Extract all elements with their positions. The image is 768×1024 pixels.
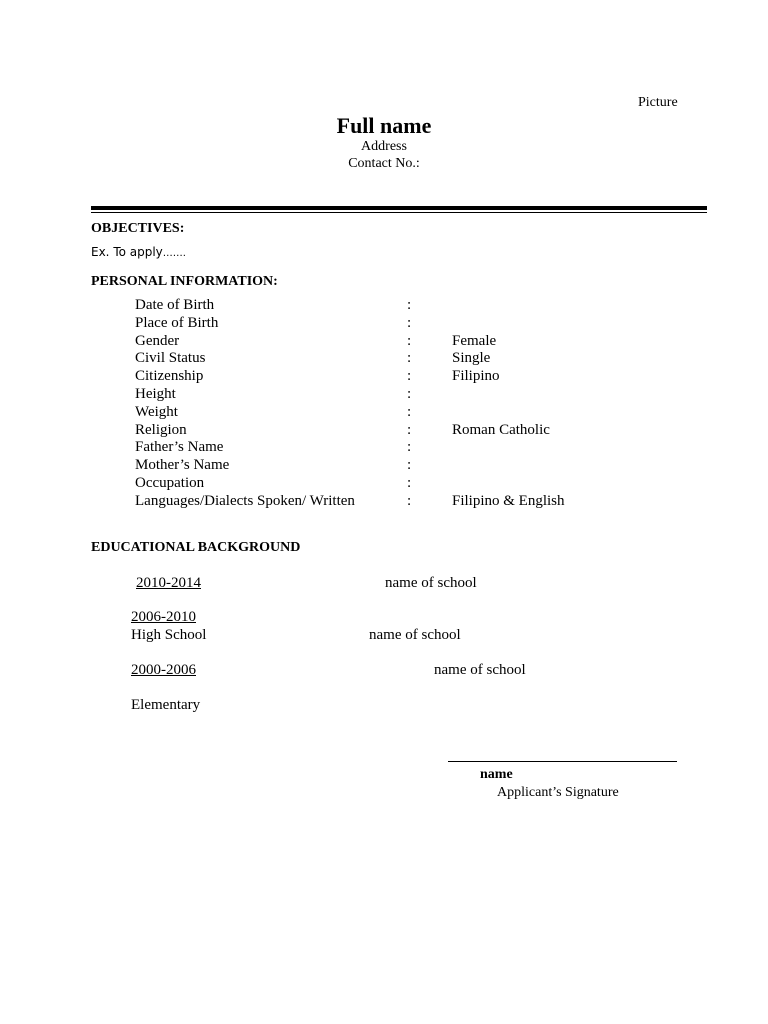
signature-caption: Applicant’s Signature [497, 785, 619, 800]
info-separator: : [407, 403, 412, 420]
education-school-high-school: name of school [369, 627, 461, 643]
info-label-date-of-birth: Date of Birth [135, 297, 215, 313]
info-label-height: Height [135, 385, 176, 402]
personal-info-table [135, 297, 565, 511]
info-separator: : [407, 297, 412, 313]
header-divider-thin [91, 212, 707, 213]
info-separator: : [407, 492, 412, 509]
table-row [135, 457, 565, 475]
info-label-civil-status: Civil Status [135, 350, 206, 367]
objectives-text [91, 245, 186, 259]
education-school-elementary: name of school [434, 662, 526, 678]
education-years-college: 2010-2014 [136, 575, 201, 591]
applicant-full-name: Full name [336, 113, 432, 138]
picture-placeholder-label: Picture [638, 95, 678, 110]
table-row [135, 422, 565, 440]
education-school-college: name of school [385, 575, 477, 591]
objectives-text-dots: ……. [162, 248, 186, 259]
table-row [135, 386, 565, 404]
info-value-height [452, 386, 565, 404]
info-value-occupation [452, 475, 565, 493]
education-years-elementary: 2000-2006 [131, 662, 196, 678]
objectives-text-main: Ex. To apply [91, 245, 163, 259]
education-level-elementary: Elementary [131, 697, 201, 713]
table-row [135, 439, 565, 457]
education-heading: EDUCATIONAL BACKGROUND [91, 540, 301, 555]
education-level-high-school: High School [131, 627, 207, 643]
info-label-place-of-birth: Place of Birth [135, 314, 219, 331]
table-row [135, 493, 565, 511]
info-value-date-of-birth [452, 297, 565, 315]
info-separator: : [407, 457, 412, 474]
header-divider-thick [91, 206, 707, 210]
info-label-citizenship: Citizenship [135, 368, 204, 385]
info-label-religion: Religion [135, 421, 187, 438]
signature-name: name [480, 767, 513, 782]
signature-line [448, 761, 677, 762]
info-value-fathers-name [452, 439, 565, 457]
info-label-gender: Gender [135, 332, 180, 349]
table-row [135, 297, 565, 315]
info-separator: : [407, 421, 412, 438]
info-label-fathers-name: Father’s Name [135, 439, 224, 456]
info-label-languages: Languages/Dialects Spoken/ Written [135, 492, 355, 509]
info-value-languages: Filipino & English [452, 492, 565, 509]
education-years-high-school: 2006-2010 [131, 609, 196, 625]
personal-info-heading: PERSONAL INFORMATION: [91, 274, 278, 289]
info-separator: : [407, 474, 412, 491]
info-separator: : [407, 350, 412, 367]
table-row [135, 404, 565, 422]
table-row [135, 333, 565, 351]
table-row [135, 368, 565, 386]
table-row [135, 315, 565, 333]
table-row [135, 475, 565, 493]
info-value-mothers-name [452, 457, 565, 475]
info-label-occupation: Occupation [135, 474, 205, 491]
info-value-place-of-birth [452, 315, 565, 333]
info-value-religion: Roman Catholic [452, 421, 550, 438]
info-separator: : [407, 332, 412, 349]
info-value-gender: Female [452, 332, 497, 349]
applicant-address: Address [361, 139, 407, 154]
info-separator: : [407, 314, 412, 331]
info-label-weight: Weight [135, 403, 178, 420]
info-value-civil-status: Single [452, 350, 491, 367]
table-row [135, 350, 565, 368]
info-separator: : [407, 439, 412, 456]
info-value-citizenship: Filipino [452, 368, 500, 385]
info-separator: : [407, 368, 412, 385]
info-separator: : [407, 385, 412, 402]
objectives-heading: OBJECTIVES: [91, 221, 185, 236]
info-label-mothers-name: Mother’s Name [135, 457, 230, 474]
info-value-weight [452, 404, 565, 422]
applicant-contact: Contact No.: [348, 156, 420, 171]
